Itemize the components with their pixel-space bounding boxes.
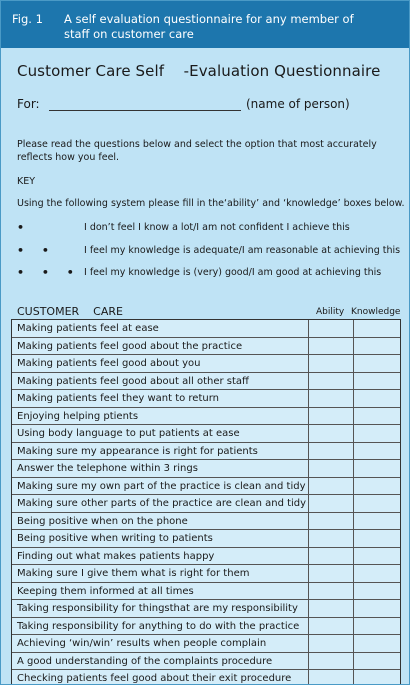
key-item-one-dot	[1, 221, 409, 235]
knowledge-cell[interactable]	[353, 618, 401, 635]
ability-cell[interactable]	[308, 478, 354, 495]
knowledge-cell[interactable]	[353, 338, 401, 355]
table-row	[12, 495, 400, 513]
question-text: Being positive when writing to patients	[17, 533, 213, 544]
table-row	[12, 320, 400, 338]
ability-cell[interactable]	[308, 530, 354, 547]
ability-cell[interactable]	[308, 583, 354, 600]
knowledge-cell[interactable]	[353, 513, 401, 530]
ability-cell[interactable]	[308, 338, 354, 355]
question-text: Finding out what makes patients happy	[17, 550, 215, 562]
name-hint: (name of person)	[246, 97, 350, 111]
question-text: Making patients feel good about all other staff	[17, 375, 249, 387]
knowledge-cell[interactable]	[353, 460, 401, 477]
question-text: Answer the telephone within 3 rings	[17, 463, 198, 474]
question-text: Achieving ‘win/win’ results when people complain	[17, 638, 267, 649]
question-text: Making sure my own part of the practice is clean and tidy	[17, 480, 306, 492]
question-text: Making patients feel good about the practice	[17, 340, 243, 352]
knowledge-cell[interactable]	[353, 478, 401, 495]
figure-caption: A self evaluation questionnaire for any member of staff on customer care	[64, 12, 354, 41]
ability-cell[interactable]	[308, 635, 354, 652]
question-text: Making sure other parts of the practice are clean and tidy	[17, 498, 307, 509]
ability-cell[interactable]	[308, 600, 354, 617]
knowledge-column-header: Knowledge	[351, 307, 401, 317]
table-row	[12, 338, 400, 356]
table-row	[12, 635, 400, 653]
key-item-three-dots	[1, 266, 409, 280]
ability-cell[interactable]	[308, 653, 354, 670]
table-row	[12, 583, 400, 601]
knowledge-cell[interactable]	[353, 548, 401, 565]
knowledge-cell[interactable]	[353, 565, 401, 582]
ability-cell[interactable]	[308, 390, 354, 407]
table-row	[12, 478, 400, 496]
for-label: For:	[17, 97, 40, 111]
table-row	[12, 548, 400, 566]
question-text: Making sure my appearance is right for patients	[17, 445, 258, 457]
question-text: Enjoying helping ptients	[17, 410, 139, 422]
question-text: Taking responsibility for anything to do with the practice	[17, 620, 300, 632]
table-row	[12, 373, 400, 391]
question-text: Making patients feel they want to return	[17, 393, 219, 404]
table-row	[12, 670, 400, 685]
ability-cell[interactable]	[308, 355, 354, 372]
ability-column-header: Ability	[316, 307, 345, 317]
intro-text: Please read the questions below and select the option that most accurately reflects how you feel.	[17, 139, 377, 163]
ability-cell[interactable]	[308, 373, 354, 390]
key-item-two-dots	[1, 244, 409, 258]
knowledge-cell[interactable]	[353, 425, 401, 442]
knowledge-cell[interactable]	[353, 495, 401, 512]
ability-cell[interactable]	[308, 425, 354, 442]
section-title: CUSTOMER CARE	[17, 305, 123, 318]
table-row	[12, 513, 400, 531]
figure-label: Fig. 1	[12, 12, 43, 26]
ability-cell[interactable]	[308, 443, 354, 460]
table-row	[12, 460, 400, 478]
ability-cell[interactable]	[308, 670, 354, 685]
key-heading: KEY	[17, 176, 36, 187]
knowledge-cell[interactable]	[353, 653, 401, 670]
question-text: Making patients feel at ease	[17, 323, 159, 334]
knowledge-cell[interactable]	[353, 443, 401, 460]
rating-dots: • •	[17, 244, 56, 257]
knowledge-cell[interactable]	[353, 583, 401, 600]
knowledge-cell[interactable]	[353, 635, 401, 652]
table-row	[12, 600, 400, 618]
knowledge-cell[interactable]	[353, 670, 401, 685]
ability-cell[interactable]	[308, 548, 354, 565]
knowledge-cell[interactable]	[353, 390, 401, 407]
key-item-text: I feel my knowledge is (very) good/I am good at achieving this	[84, 267, 382, 278]
figure-header	[1, 1, 409, 48]
table-row	[12, 408, 400, 426]
rating-dots: •	[17, 221, 32, 234]
knowledge-cell[interactable]	[353, 373, 401, 390]
questionnaire-table	[11, 319, 401, 685]
name-entry-line[interactable]	[49, 110, 241, 111]
knowledge-cell[interactable]	[353, 320, 401, 337]
table-row	[12, 390, 400, 408]
ability-cell[interactable]	[308, 565, 354, 582]
ability-cell[interactable]	[308, 408, 354, 425]
table-row	[12, 443, 400, 461]
question-text: Making patients feel good about you	[17, 358, 201, 369]
ability-cell[interactable]	[308, 320, 354, 337]
key-item-text: I feel my knowledge is adequate/I am reasonable at achieving this	[84, 245, 401, 256]
knowledge-cell[interactable]	[353, 355, 401, 372]
table-row	[12, 530, 400, 548]
question-text: Taking responsibility for thingsthat are my responsibility	[17, 603, 298, 614]
question-text: Using body language to put patients at ease	[17, 428, 240, 439]
question-text: Being positive when on the phone	[17, 515, 188, 527]
knowledge-cell[interactable]	[353, 600, 401, 617]
question-text: Keeping them informed at all times	[17, 585, 194, 597]
ability-cell[interactable]	[308, 513, 354, 530]
ability-cell[interactable]	[308, 495, 354, 512]
rating-dots: • • •	[17, 266, 81, 279]
table-row	[12, 355, 400, 373]
question-text: A good understanding of the complaints procedure	[17, 655, 273, 667]
key-item-text: I don’t feel I know a lot/I am not confident I achieve this	[84, 222, 350, 233]
ability-cell[interactable]	[308, 618, 354, 635]
knowledge-cell[interactable]	[353, 408, 401, 425]
table-row	[12, 618, 400, 636]
table-row	[12, 565, 400, 583]
question-text: Checking patients feel good about their exit procedure	[17, 673, 292, 684]
questionnaire-title: Customer Care Self -Evaluation Questionnaire	[17, 62, 381, 80]
question-text: Making sure I give them what is right for them	[17, 568, 250, 579]
knowledge-cell[interactable]	[353, 530, 401, 547]
key-instruction: Using the following system please fill in the‘ability’ and ‘knowledge’ boxes below.	[17, 198, 405, 209]
table-row	[12, 653, 400, 671]
ability-cell[interactable]	[308, 460, 354, 477]
table-row	[12, 425, 400, 443]
